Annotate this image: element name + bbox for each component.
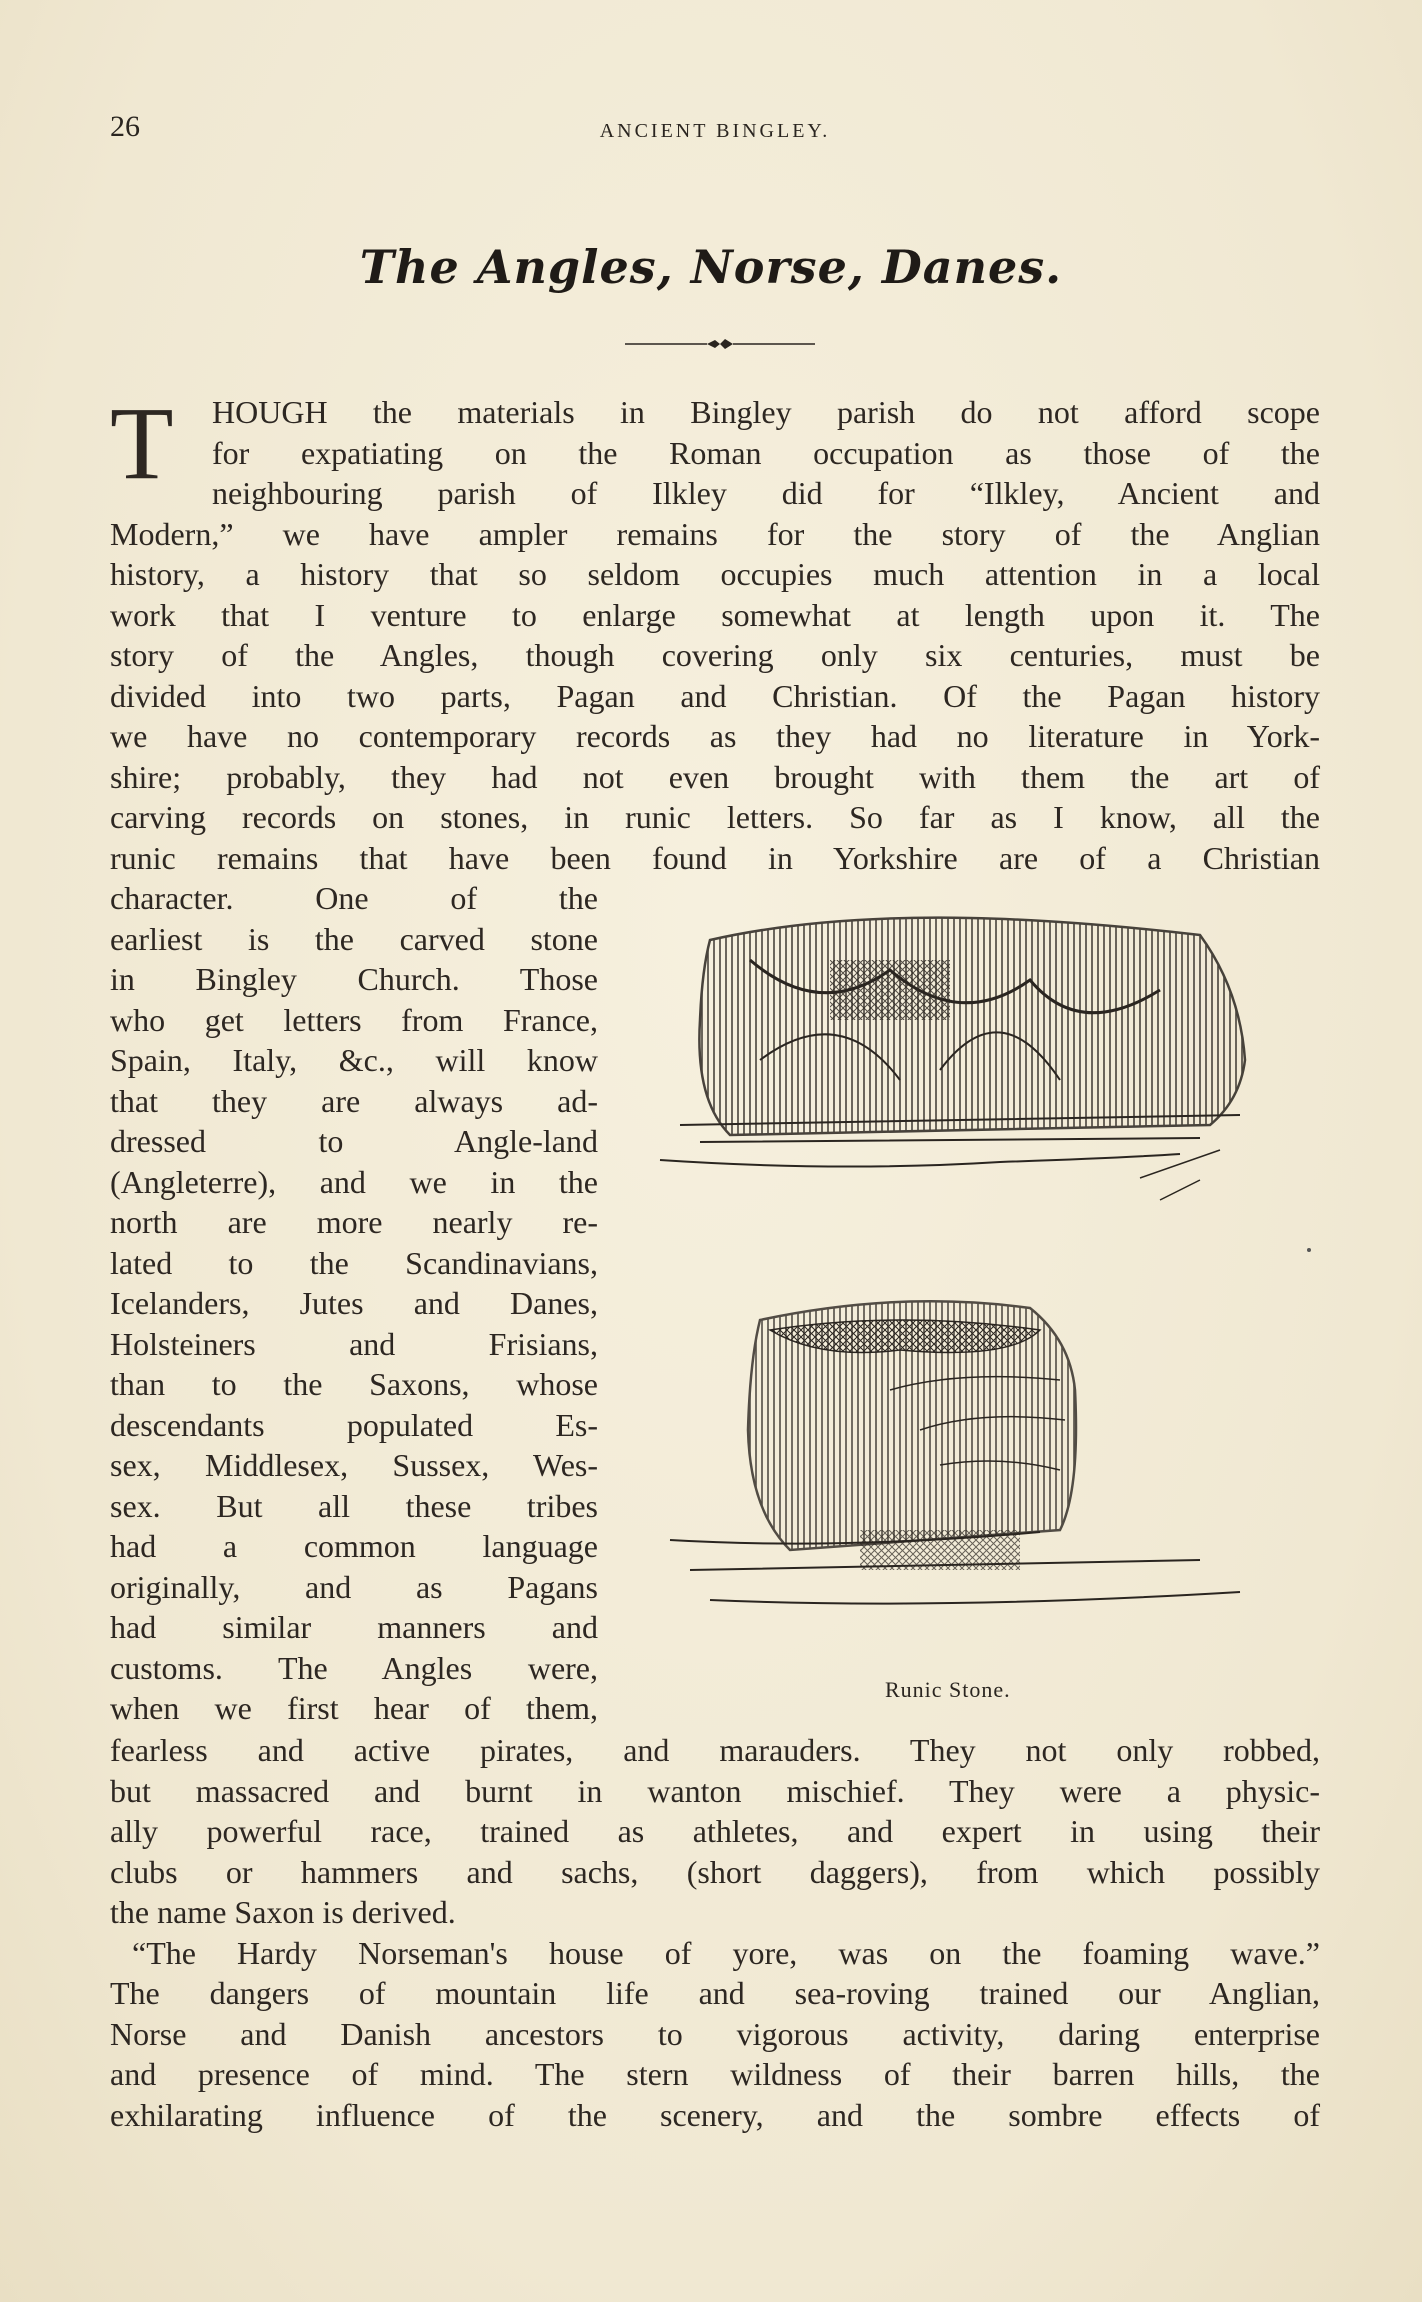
runic-stone-figure <box>640 910 1300 1710</box>
text-line: ally powerful race, trained as athletes, and expert in using their <box>110 1813 1320 1849</box>
text-line: than to the Saxons, whose <box>110 1366 598 1402</box>
quote-line: “The Hardy Norseman's house of yore, was on the foaming wave.” <box>132 1934 1320 1971</box>
text-line: neighbouring parish of Ilkley did for “Ilkley, Ancient and <box>212 475 1320 511</box>
closing-paragraphs <box>110 1730 1320 2135</box>
text-line: history, a history that so seldom occupies much attention in a local <box>110 556 1320 592</box>
text-line: carving records on stones, in runic letters. So far as I know, all the <box>110 799 1320 835</box>
text-line: clubs or hammers and sachs, (short daggers), from which possibly <box>110 1853 1320 1890</box>
text-line: Modern,” we have ampler remains for the story of the Anglian <box>110 515 1320 552</box>
text-line: and presence of mind. The stern wildness of their barren hills, the <box>110 2056 1320 2092</box>
text-line: in Bingley Church. Those <box>110 961 598 997</box>
text-line: lated to the Scandinavians, <box>110 1244 598 1281</box>
text-line: that they are always ad- <box>110 1082 598 1119</box>
stone-top-view <box>660 918 1245 1200</box>
text-line: HOUGH the materials in Bingley parish do not afford scope <box>212 394 1320 430</box>
text-line: the name Saxon is derived. <box>110 1894 456 1930</box>
text-line: character. One of the <box>110 880 598 916</box>
text-line: north are more nearly re- <box>110 1204 598 1240</box>
page-number: 26 <box>110 110 140 143</box>
text-line: runic remains that have been found in Yorkshire are of a Christian <box>110 839 1320 876</box>
chapter-title: The Angles, Norse, Danes. <box>359 240 1063 294</box>
text-line: earliest is the carved stone <box>110 920 598 957</box>
drop-cap: T <box>110 386 174 501</box>
narrow-column <box>110 878 598 1729</box>
figure-caption: Runic Stone. <box>885 1677 1011 1702</box>
text-line: divided into two parts, Pagan and Christian. Of the Pagan history <box>110 677 1320 714</box>
text-line: sex. But all these tribes <box>110 1487 598 1524</box>
text-line: but massacred and burnt in wanton mischief. They were a physic- <box>110 1772 1320 1809</box>
text-line: dressed to Angle-land <box>110 1123 598 1159</box>
runic-stone-illustration <box>640 910 1300 1670</box>
text-line: work that I venture to enlarge somewhat at length upon it. The <box>110 596 1320 633</box>
text-line: The dangers of mountain life and sea-roving trained our Anglian, <box>110 1975 1320 2011</box>
text-line: who get letters from France, <box>110 1001 598 1038</box>
stone-side-view <box>670 1301 1240 1603</box>
page-header <box>110 110 1320 150</box>
text-line: sex, Middlesex, Sussex, Wes- <box>110 1447 598 1483</box>
text-line: had similar manners and <box>110 1609 598 1645</box>
text-line: exhilarating influence of the scenery, and the sombre effects of <box>110 2096 1320 2133</box>
ink-speck <box>1307 1248 1311 1252</box>
text-line: had a common language <box>110 1528 598 1564</box>
text-line: originally, and as Pagans <box>110 1568 598 1605</box>
text-line: fearless and active pirates, and marauders. They not only robbed, <box>110 1732 1320 1768</box>
text-line: shire; probably, they had not even brought with them the art of <box>110 758 1320 795</box>
text-line: Icelanders, Jutes and Danes, <box>110 1285 598 1321</box>
running-head: ANCIENT BINGLEY. <box>599 120 831 142</box>
text-line: we have no contemporary records as they had no literature in York- <box>110 718 1320 754</box>
text-line: descendants populated Es- <box>110 1406 598 1443</box>
title-ornament <box>625 336 815 352</box>
intro-paragraph <box>110 386 1320 878</box>
text-line: for expatiating on the Roman occupation as those of the <box>212 434 1320 471</box>
text-line: Norse and Danish ancestors to vigorous activity, daring enterprise <box>110 2015 1320 2052</box>
text-line: when we first hear of them, <box>110 1690 598 1726</box>
text-line: Spain, Italy, &c., will know <box>110 1042 598 1078</box>
text-line: Holsteiners and Frisians, <box>110 1325 598 1362</box>
text-line: (Angleterre), and we in the <box>110 1163 598 1200</box>
text-line: customs. The Angles were, <box>110 1649 598 1686</box>
text-line: story of the Angles, though covering only six centuries, must be <box>110 637 1320 673</box>
